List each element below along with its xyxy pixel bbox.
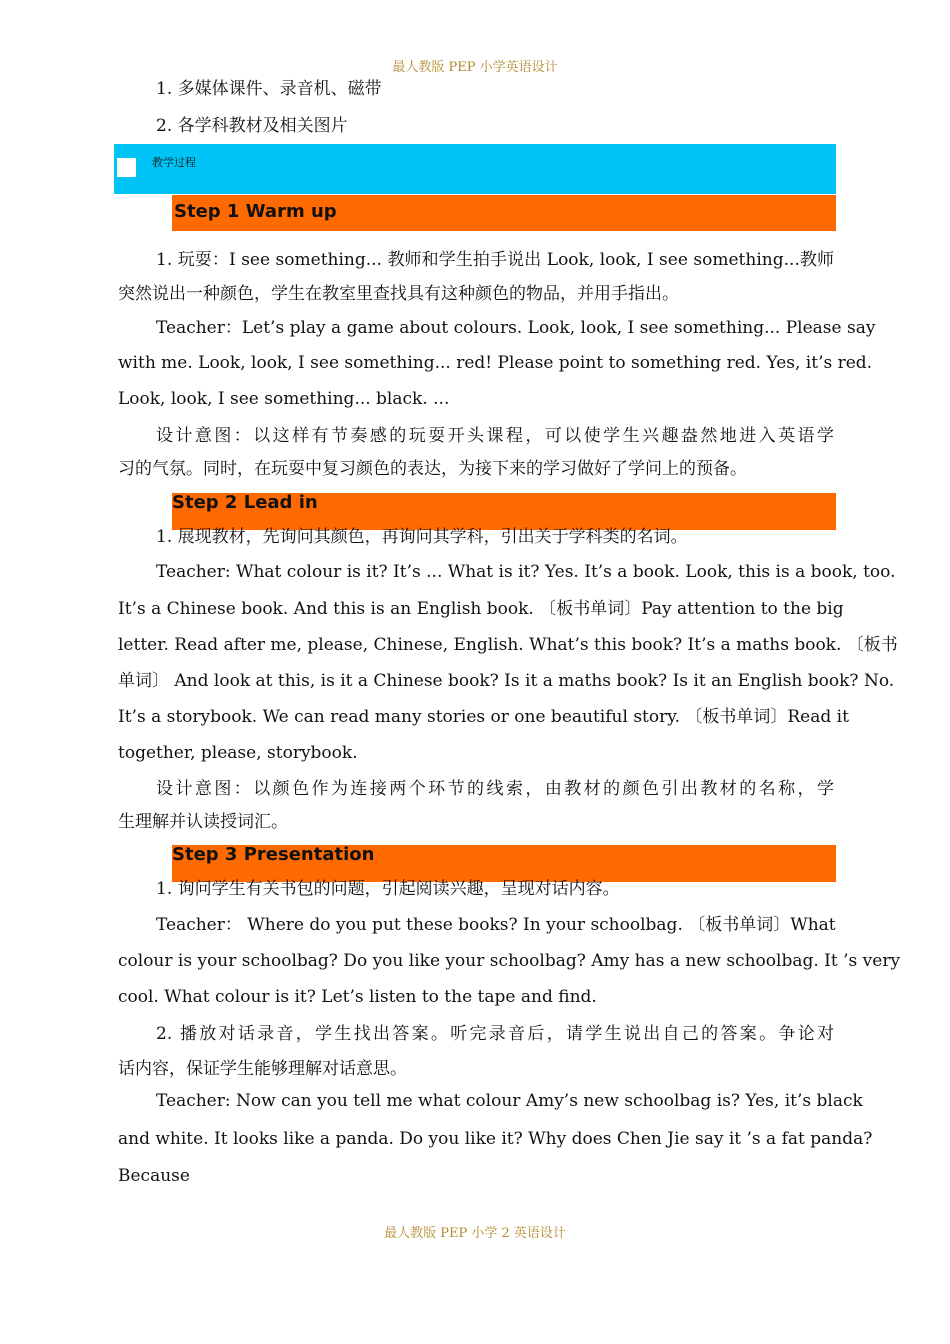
step3-line: and white. It looks like a panda. Do you like it? Why does Chen Jie say it ’s a fat panda? xyxy=(118,1129,873,1149)
step2-title: Step 2 Lead in xyxy=(172,492,318,513)
materials-item-1: 1. 多媒体课件、录音机、磁带 xyxy=(156,79,382,99)
step2-line: 1. 展现教材，先询问其颜色，再询问其学科，引出关于学科类的名词。 xyxy=(156,527,688,547)
step3-title: Step 3 Presentation xyxy=(172,844,375,865)
step1-line: Teacher：Let’s play a game about colours. Look, look, I see something... Please say xyxy=(156,318,876,338)
section-band xyxy=(114,144,836,194)
step2-line: It’s a Chinese book. And this is an English book. 〔板书单词〕Pay attention to the big xyxy=(118,599,844,619)
step3-line: cool. What colour is it? Let’s listen to the tape and find. xyxy=(118,987,597,1007)
step1-line: 1. 玩耍：I see something... 教师和学生拍手说出 Look, look, I see something...教师 xyxy=(156,250,834,270)
section-checkbox[interactable] xyxy=(117,158,136,177)
step1-line: 习的气氛。同时，在玩耍中复习颜色的表达，为接下来的学习做好了学问上的预备。 xyxy=(118,459,747,479)
step1-title: Step 1 Warm up xyxy=(174,201,337,222)
step3-line: Teacher： Where do you put these books? In your schoolbag. 〔板书单词〕What xyxy=(156,915,836,935)
step3-line: 1. 询问学生有关书包的问题，引起阅读兴趣，呈现对话内容。 xyxy=(156,879,620,899)
step3-line: Teacher: Now can you tell me what colour Amy’s new schoolbag is? Yes, it’s black xyxy=(156,1091,863,1111)
step3-line: colour is your schoolbag? Do you like your schoolbag? Amy has a new schoolbag. It ’s very xyxy=(118,951,901,971)
step1-line: Look, look, I see something... black. ... xyxy=(118,389,450,409)
step3-line: Because xyxy=(118,1166,190,1186)
page-header: 最人教版 PEP 小学英语设计 xyxy=(392,60,558,75)
step2-line: letter. Read after me, please, Chinese, English. What’s this book? It’s a maths book. 〔板书 xyxy=(118,635,898,655)
materials-item-2: 2. 各学科教材及相关图片 xyxy=(156,116,348,136)
section-band-label: 教学过程 xyxy=(152,156,196,169)
step2-line: Teacher: What colour is it? It’s ... What is it? Yes. It’s a book. Look, this is a book, too. xyxy=(156,562,896,582)
step2-line: 设计意图：以颜色作为连接两个环节的线索，由教材的颜色引出教材的名称，学 xyxy=(156,779,834,799)
step2-line: It’s a storybook. We can read many stories or one beautiful story. 〔板书单词〕Read it xyxy=(118,707,849,727)
page-footer: 最人教版 PEP 小学 2 英语设计 xyxy=(384,1226,566,1241)
step3-line: 话内容，保证学生能够理解对话意思。 xyxy=(118,1059,407,1079)
step2-line: together, please, storybook. xyxy=(118,743,358,763)
step1-line: 设计意图：以这样有节奏感的玩耍开头课程，可以使学生兴趣盎然地进入英语学 xyxy=(156,426,834,446)
step1-line: 突然说出一种颜色，学生在教室里查找具有这种颜色的物品，并用手指出。 xyxy=(118,284,679,304)
step2-line: 生理解并认读授词汇。 xyxy=(118,812,288,832)
step2-line: 单词〕 And look at this, is it a Chinese book? Is it a maths book? Is it an English book? No. xyxy=(118,671,895,691)
step3-line: 2. 播放对话录音，学生找出答案。听完录音后，请学生说出自己的答案。争论对 xyxy=(156,1024,834,1044)
step1-line: with me. Look, look, I see something... red! Please point to something red. Yes, it’s red. xyxy=(118,353,873,373)
